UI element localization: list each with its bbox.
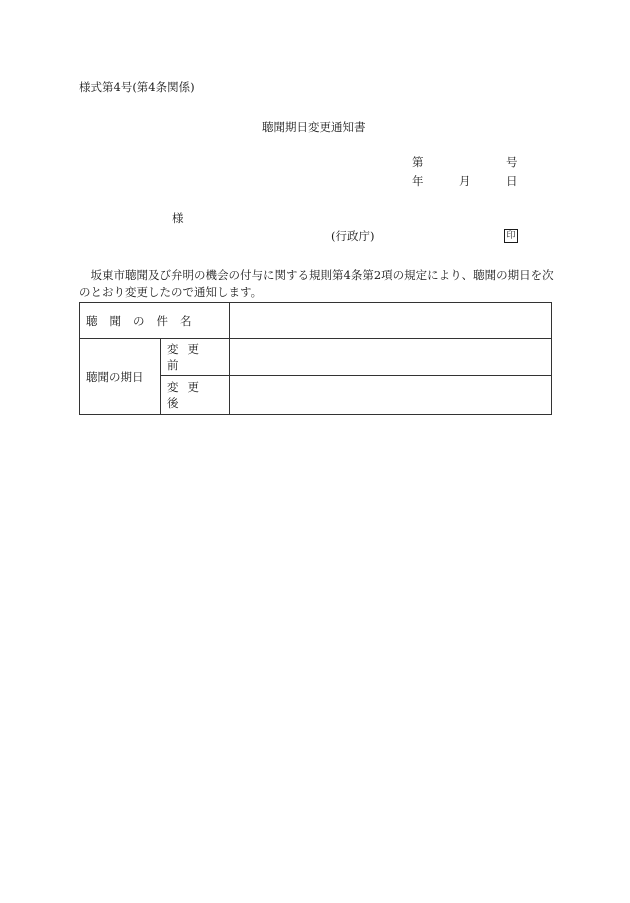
- after-label: 変更後: [161, 376, 230, 415]
- case-name-label: 聴聞の件名: [80, 303, 230, 339]
- case-name-row: [80, 303, 552, 339]
- case-name-field[interactable]: [230, 303, 552, 339]
- before-field[interactable]: [230, 339, 552, 376]
- form-number-label: 様式第4号(第4条関係): [79, 80, 195, 94]
- change-details-table: [79, 302, 552, 415]
- year-label: 年: [412, 174, 424, 188]
- document-title: 聴聞期日変更通知書: [262, 120, 366, 134]
- hearing-date-label: 聴聞の期日: [80, 339, 161, 415]
- seal-mark: 印: [504, 229, 518, 243]
- after-field[interactable]: [230, 376, 552, 415]
- before-label: 変更前: [161, 339, 230, 376]
- agency-label: (行政庁): [331, 229, 375, 243]
- number-suffix: 号: [506, 155, 518, 169]
- before-row: [80, 339, 552, 376]
- day-label: 日: [506, 174, 518, 188]
- addressee-suffix: 様: [172, 211, 184, 225]
- notice-body-text: 坂東市聴聞及び弁明の機会の付与に関する規則第4条第2項の規定により、聴聞の期日を次のとおり変更したので通知します。: [79, 268, 554, 299]
- number-prefix: 第: [412, 155, 424, 169]
- month-label: 月: [459, 174, 471, 188]
